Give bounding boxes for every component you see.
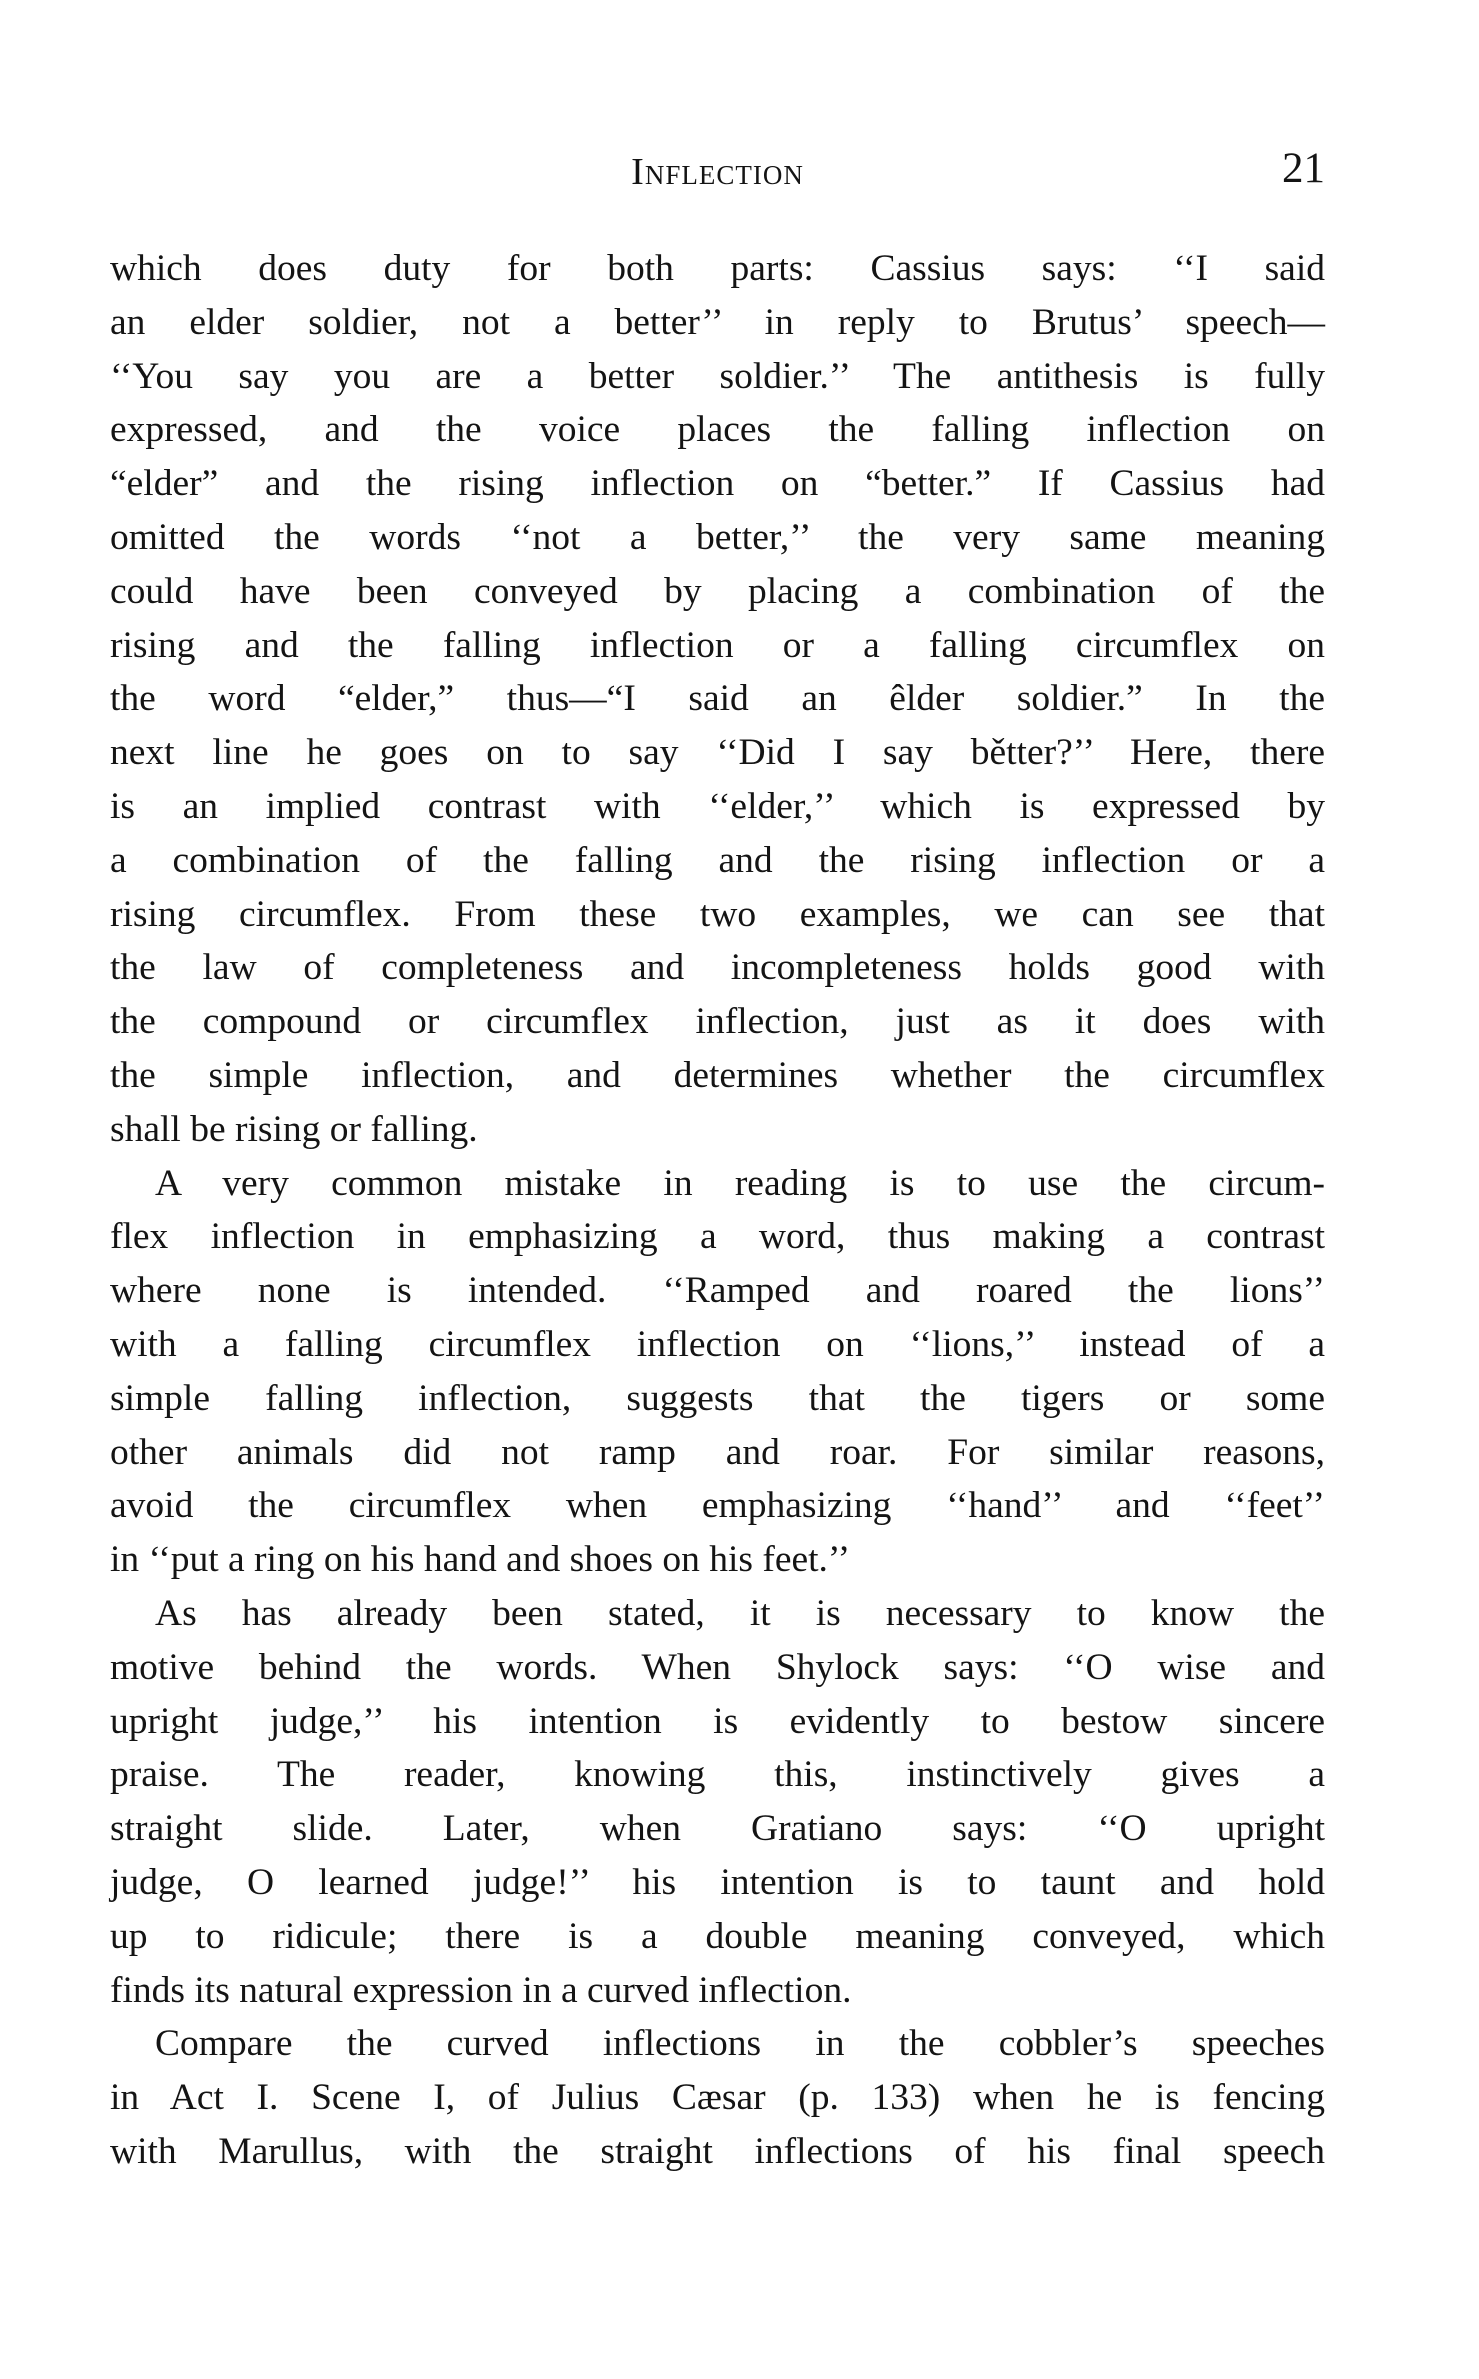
text-line: which does duty for both parts: Cassius says: ‘‘I said [110,248,1325,289]
page-number: 21 [1282,145,1325,192]
text-line: the simple inflection, and determines whether the circumflex [110,1054,1325,1096]
text-line: flex inflection in emphasizing a word, thus making a contrast [110,1216,1325,1258]
text-line: expressed, and the voice places the falling inflection on [110,409,1325,451]
text-line: a combination of the falling and the rising inflection or a [110,839,1325,881]
text-line: in Act I. Scene I, of Julius Cæsar (p. 133) when he is fencing [110,2077,1325,2119]
text-line: “elder” and the rising inflection on “better.” If Cassius had [110,463,1325,505]
body-text [110,242,1325,2179]
text-line: the compound or circumflex inflection, just as it does with [110,1001,1325,1043]
text-line: omitted the words ‘‘not a better,’’ the very same meaning [110,516,1325,558]
text-line: could have been conveyed by placing a combination of the [110,570,1325,612]
text-line: simple falling inflection, suggests that the tigers or some [110,1377,1325,1419]
text-line: the law of completeness and incompleteness holds good with [110,947,1325,989]
text-line: shall be rising or falling. [110,1108,478,1150]
text-line: motive behind the words. When Shylock says: ‘‘O wise and [110,1646,1325,1688]
text-line: praise. The reader, knowing this, instinctively gives a [110,1754,1325,1796]
running-head: Inflection [631,151,804,193]
text-line: As has already been stated, it is necessary to know the [155,1592,1325,1634]
text-line: next line he goes on to say ‘‘Did I say bětter?’’ Here, there [110,732,1325,774]
text-line: with a falling circumflex inflection on ‘‘lions,’’ instead of a [110,1323,1325,1365]
text-line: other animals did not ramp and roar. For similar reasons, [110,1431,1325,1473]
text-line: up to ridicule; there is a double meaning conveyed, which [110,1915,1325,1957]
text-line: is an implied contrast with ‘‘elder,’’ which is expressed by [110,785,1325,827]
text-line: upright judge,’’ his intention is evidently to bestow sincere [110,1700,1325,1742]
text-line: in ‘‘put a ring on his hand and shoes on his feet.’’ [110,1539,851,1581]
text-line: with Marullus, with the straight inflections of his final speech [110,2130,1325,2172]
text-line: where none is intended. ‘‘Ramped and roared the lions’’ [110,1270,1325,1312]
text-line: rising and the falling inflection or a falling circumflex on [110,624,1325,666]
text-line: Compare the curved inflections in the cobbler’s speeches [155,2023,1325,2065]
text-line: straight slide. Later, when Gratiano says: ‘‘O upright [110,1808,1325,1850]
text-line: judge, O learned judge!’’ his intention is to taunt and hold [110,1861,1325,1903]
text-line: ‘‘You say you are a better soldier.’’ The antithesis is fully [110,355,1325,397]
page-header [110,145,1325,210]
text-line: an elder soldier, not a better’’ in reply to Brutus’ speech— [110,301,1325,343]
text-line: finds its natural expression in a curved inflection. [110,1969,852,2011]
text-line: A very common mistake in reading is to use the circum- [155,1162,1325,1204]
text-line: rising circumflex. From these two examples, we can see that [110,893,1325,935]
text-line: avoid the circumflex when emphasizing ‘‘hand’’ and ‘‘feet’’ [110,1485,1325,1527]
text-line: the word “elder,” thus—“I said an êlder soldier.” In the [110,678,1325,720]
